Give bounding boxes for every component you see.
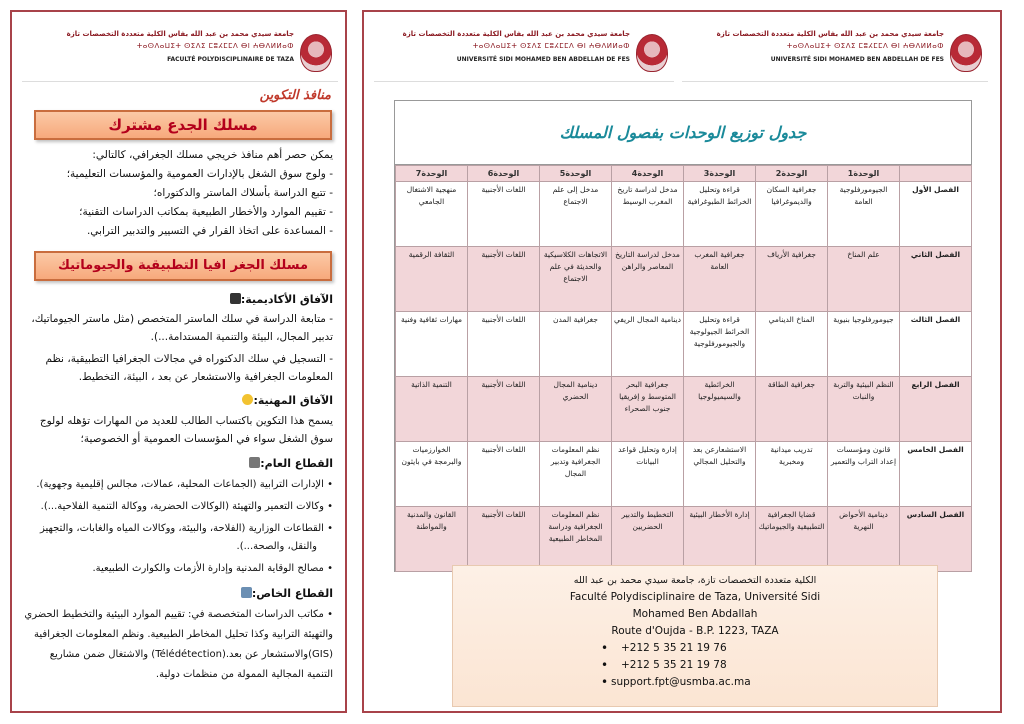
table-cell: المناخ الدينامي bbox=[756, 312, 828, 377]
table-cell: مدخل إلى علم الاجتماع bbox=[540, 182, 612, 247]
table-cell: جغرافية المدن bbox=[540, 312, 612, 377]
private-line: (GIS)والاستشعار عن بعد.(Télédétection) والاشتغال ضمن مشاريع bbox=[49, 649, 333, 660]
common-item: - المساعدة على اتخاذ القرار في التسيير والتدبير الترابي. bbox=[86, 225, 333, 237]
public-line: • وكالات التعمير والتهيئة (الوكالات الحضرية، ووكالة التنمية الفلاحية...). bbox=[40, 501, 333, 512]
contact-arabic-name: الكلية متعددة التخصصات تازة، جامعة سيدي محمد بن عبد الله bbox=[573, 575, 817, 586]
table-cell: جغرافية المغرب العامة bbox=[684, 247, 756, 312]
professional-line: سوق الشغل سواء في المؤسسات العمومية أو الخصوصية؛ bbox=[80, 433, 333, 445]
table-cell: اللغات الأجنبية bbox=[468, 377, 540, 442]
table-cell: الجيومورفلوجية العامة bbox=[828, 182, 900, 247]
table-cell: دينامية المجال الحضري bbox=[540, 377, 612, 442]
university-seal-icon bbox=[300, 34, 332, 72]
public-line: • الإدارات الترابية (الجماعات المحلية، عمالات، مجالس إقليمية وجهوية). bbox=[36, 479, 333, 490]
table-cell: تدريب ميدانية ومخبرية bbox=[756, 442, 828, 507]
table-header-row bbox=[396, 166, 972, 182]
table-row bbox=[396, 507, 972, 572]
common-intro: يمكن حصر أهم منافذ خريجي مسلك الجغرافي، كالتالي: bbox=[92, 149, 333, 161]
private-line: • مكاتب الدراسات المتخصصة في: تقييم الموارد البيئية والتخطيط الحضري bbox=[24, 609, 333, 620]
table-cell: جيومورفلوجيا بنيوية bbox=[828, 312, 900, 377]
public-sector-heading-text: القطاع العام: bbox=[260, 457, 333, 470]
header-cell: الوحدة2 bbox=[756, 166, 828, 182]
table-row bbox=[396, 442, 972, 507]
academic-line: - التسجيل في سلك الدكتوراه في مجالات الجغرافيا التطبيقية، نظم bbox=[45, 353, 333, 365]
table-cell: قانون ومؤسسات إعداد التراب والتعمير bbox=[828, 442, 900, 507]
logo-tifinagh-name: ⵜⴰⵙⴷⴰⵡⵉⵜ ⵙⵉⴷⵉ ⵎⵓⵃⵎⵎⴷ ⴱⵏ ⵄⴱⴷⵍⵍⴰⵀ bbox=[786, 42, 944, 50]
faculty-logo bbox=[682, 26, 988, 82]
header-cell: الوحدة7 bbox=[396, 166, 468, 182]
left-panel bbox=[10, 10, 347, 713]
table-cell: الخوارزميات والبرمجة في بايثون bbox=[396, 442, 468, 507]
common-item: - تتبع الدراسة بأسلاك الماستر والدكتوراه؛ bbox=[153, 187, 333, 199]
table-cell: مدخل لدراسة التاريخ المعاصر والراهن bbox=[612, 247, 684, 312]
logo-tifinagh-name: ⵜⴰⵙⴷⴰⵡⵉⵜ ⵙⵉⴷⵉ ⵎⵓⵃⵎⵎⴷ ⴱⵏ ⵄⴱⴷⵍⵍⴰⵀ bbox=[136, 42, 294, 50]
common-item: - تقييم الموارد والأخطار الطبيعية بمكاتب الدراسات التقنية؛ bbox=[79, 206, 333, 218]
university-seal-icon bbox=[950, 34, 982, 72]
table-cell: إدارة الأخطار البيئية bbox=[684, 507, 756, 572]
sun-icon bbox=[242, 394, 253, 405]
table-row bbox=[396, 312, 972, 377]
contact-phone: • +212 5 35 21 19 78 bbox=[453, 657, 937, 674]
public-line: • القطاعات الوزارية (الفلاحة، والبيئة، ووكالات المياه والغابات، والتجهيز bbox=[39, 523, 333, 534]
logo-french-name: UNIVERSITÉ SIDI MOHAMED BEN ABDELLAH DE FES bbox=[770, 56, 944, 63]
table-cell: اللغات الأجنبية bbox=[468, 312, 540, 377]
professional-heading bbox=[238, 394, 333, 407]
contact-phone: • +212 5 35 21 19 76 bbox=[453, 640, 937, 657]
header-cell: الوحدة6 bbox=[468, 166, 540, 182]
right-panel bbox=[362, 10, 1002, 713]
applied-geo-banner: مسلك الجغر افيا التطبيقية والجيوماتيك bbox=[34, 251, 332, 281]
table-row bbox=[396, 182, 972, 247]
logo-french-name: FACULTÉ POLYDISCIPLINAIRE DE TAZA bbox=[167, 56, 294, 63]
table-cell: دينامية المجال الريفي bbox=[612, 312, 684, 377]
professional-line: يسمح هذا التكوين باكتساب الطالب للعديد من المهارات تؤهله لولوج bbox=[39, 415, 333, 427]
header-cell: الوحدة1 bbox=[828, 166, 900, 182]
private-line: التنمية المجالية الممولة من منظمات دولية. bbox=[155, 669, 333, 680]
header-cell: الوحدة5 bbox=[540, 166, 612, 182]
common-item: - ولوج سوق الشغل بالإدارات العمومية والمؤسسات التعليمية؛ bbox=[66, 168, 333, 180]
semester-cell: الفصل الأول bbox=[900, 182, 972, 247]
logo-arabic-name: جامعة سيدي محمد بن عبد الله بفاس الكلية متعددة التخصصات تازة bbox=[402, 30, 630, 38]
contact-email-link[interactable]: • support.fpt@usmba.ac.ma bbox=[453, 674, 937, 691]
logo-french-name: UNIVERSITÉ SIDI MOHAMED BEN ABDELLAH DE FES bbox=[456, 56, 630, 63]
faculty-logo bbox=[22, 26, 338, 82]
outlets-title: منافذ التكوين bbox=[259, 88, 331, 103]
table-cell: جغرافية الطاقة bbox=[756, 377, 828, 442]
header-cell bbox=[900, 166, 972, 182]
building-icon bbox=[249, 457, 260, 468]
public-line: والنقل، والصحة...). bbox=[236, 541, 317, 552]
table-cell: اللغات الأجنبية bbox=[468, 182, 540, 247]
table-title: جدول توزيع الوحدات بفصول المسلك bbox=[395, 101, 971, 165]
contact-box bbox=[452, 565, 938, 707]
logo-tifinagh-name: ⵜⴰⵙⴷⴰⵡⵉⵜ ⵙⵉⴷⵉ ⵎⵓⵃⵎⵎⴷ ⴱⵏ ⵄⴱⴷⵍⵍⴰⵀ bbox=[472, 42, 630, 50]
public-line: • مصالح الوقاية المدنية وإدارة الأزمات والكوارث الطبيعية. bbox=[92, 563, 333, 574]
table-cell: قضايا الجغرافية التطبيقية والجيوماتيك bbox=[756, 507, 828, 572]
private-sector-heading-text: القطاع الخاص: bbox=[251, 587, 333, 600]
table-cell: إدارة وتحليل قواعد البيانات bbox=[612, 442, 684, 507]
graduation-cap-icon bbox=[230, 293, 241, 304]
table-cell: جغرافية البحر المتوسط و إفريقيا جنوب الصحراء bbox=[612, 377, 684, 442]
header-cell: الوحدة3 bbox=[684, 166, 756, 182]
table-cell: التخطيط والتدبير الحضريين bbox=[612, 507, 684, 572]
table-cell: قراءة وتحليل الخرائط الطبوغرافية bbox=[684, 182, 756, 247]
table-cell: الاستشعارعن بعد والتحليل المجالي bbox=[684, 442, 756, 507]
table-cell: علم المناخ bbox=[828, 247, 900, 312]
logo-strip-2 bbox=[682, 26, 988, 82]
table-cell: اللغات الأجنبية bbox=[468, 442, 540, 507]
university-seal-icon bbox=[636, 34, 668, 72]
table-cell: مهارات ثقافية وفنية bbox=[396, 312, 468, 377]
semester-cell: الفصل السادس bbox=[900, 507, 972, 572]
table-cell: القانون والمدنية والمواطنة bbox=[396, 507, 468, 572]
contact-french-line: Faculté Polydisciplinaire de Taza, Université Sidi bbox=[569, 591, 821, 603]
table-cell: منهجية الاشتغال الجامعي bbox=[396, 182, 468, 247]
academic-line: تدبير المجال، البيئة والتنمية المستدامة...). bbox=[150, 331, 333, 343]
logo-strip bbox=[22, 26, 338, 82]
faculty-logo bbox=[374, 26, 674, 82]
academic-heading-text: الآفاق الأكاديمية: bbox=[240, 293, 333, 306]
table-cell: الثقافة الرقمية bbox=[396, 247, 468, 312]
table-cell: اللغات الأجنبية bbox=[468, 247, 540, 312]
table-row bbox=[396, 377, 972, 442]
common-core-banner: مسلك الجدع مشترك bbox=[34, 110, 332, 140]
table-cell: اللغات الأجنبية bbox=[468, 507, 540, 572]
contact-address: Route d'Oujda - B.P. 1223, TAZA bbox=[611, 625, 779, 637]
table-cell: نظم المعلومات الجغرافية وتدبير المجال bbox=[540, 442, 612, 507]
academic-heading bbox=[226, 293, 333, 306]
semester-cell: الفصل الثاني bbox=[900, 247, 972, 312]
semester-cell: الفصل الرابع bbox=[900, 377, 972, 442]
table-cell: مدخل لدراسة تاريخ المغرب الوسيط bbox=[612, 182, 684, 247]
logo-arabic-name: جامعة سيدي محمد بن عبد الله بفاس الكلية متعددة التخصصات تازة bbox=[716, 30, 944, 38]
table-cell: الخرائطية والسيميولوجيا bbox=[684, 377, 756, 442]
table-row bbox=[396, 247, 972, 312]
semester-cell: الفصل الخامس bbox=[900, 442, 972, 507]
table-cell: جغرافية الأرياف bbox=[756, 247, 828, 312]
units-table bbox=[395, 165, 972, 572]
table-cell: دينامية الأحواض النهرية bbox=[828, 507, 900, 572]
semester-cell: الفصل الثالث bbox=[900, 312, 972, 377]
logo-strip-1 bbox=[374, 26, 674, 82]
private-line: والتهيئة الترابية وكذا تحليل المخاطر الطبيعية. ونظم المعلومات الجغرافية bbox=[34, 629, 333, 640]
table-cell: الاتجاهات الكلاسيكية والحديثة في علم الاجتماع bbox=[540, 247, 612, 312]
private-sector-heading bbox=[237, 587, 333, 600]
contact-french-line: Mohamed Ben Abdallah bbox=[632, 608, 758, 620]
table-cell: قراءة وتحليل الخرائط الجيولوجية والجيومورفلوجية bbox=[684, 312, 756, 377]
public-sector-heading bbox=[245, 457, 333, 470]
academic-line: المعلومات الجغرافية والاستشعار عن بعد ، البيئة، التخطيط. bbox=[78, 371, 333, 383]
academic-line: - متابعة الدراسة في سلك الماستر المتخصص (مثل ماستر الجيوماتيك، bbox=[31, 313, 333, 325]
office-icon bbox=[241, 587, 252, 598]
professional-heading-text: الآفاق المهنية: bbox=[253, 394, 333, 407]
header-cell: الوحدة4 bbox=[612, 166, 684, 182]
logo-arabic-name: جامعة سيدي محمد بن عبد الله بفاس الكلية متعددة التخصصات تازة bbox=[66, 30, 294, 38]
table-cell: جغرافية السكان والديموغرافيا bbox=[756, 182, 828, 247]
table-cell: نظم المعلومات الجغرافية ودراسة المخاطر الطبيعية bbox=[540, 507, 612, 572]
units-table-container bbox=[394, 100, 972, 572]
table-cell: التنمية الذاتية bbox=[396, 377, 468, 442]
table-cell: النظم البيئية والتربة والنبات bbox=[828, 377, 900, 442]
